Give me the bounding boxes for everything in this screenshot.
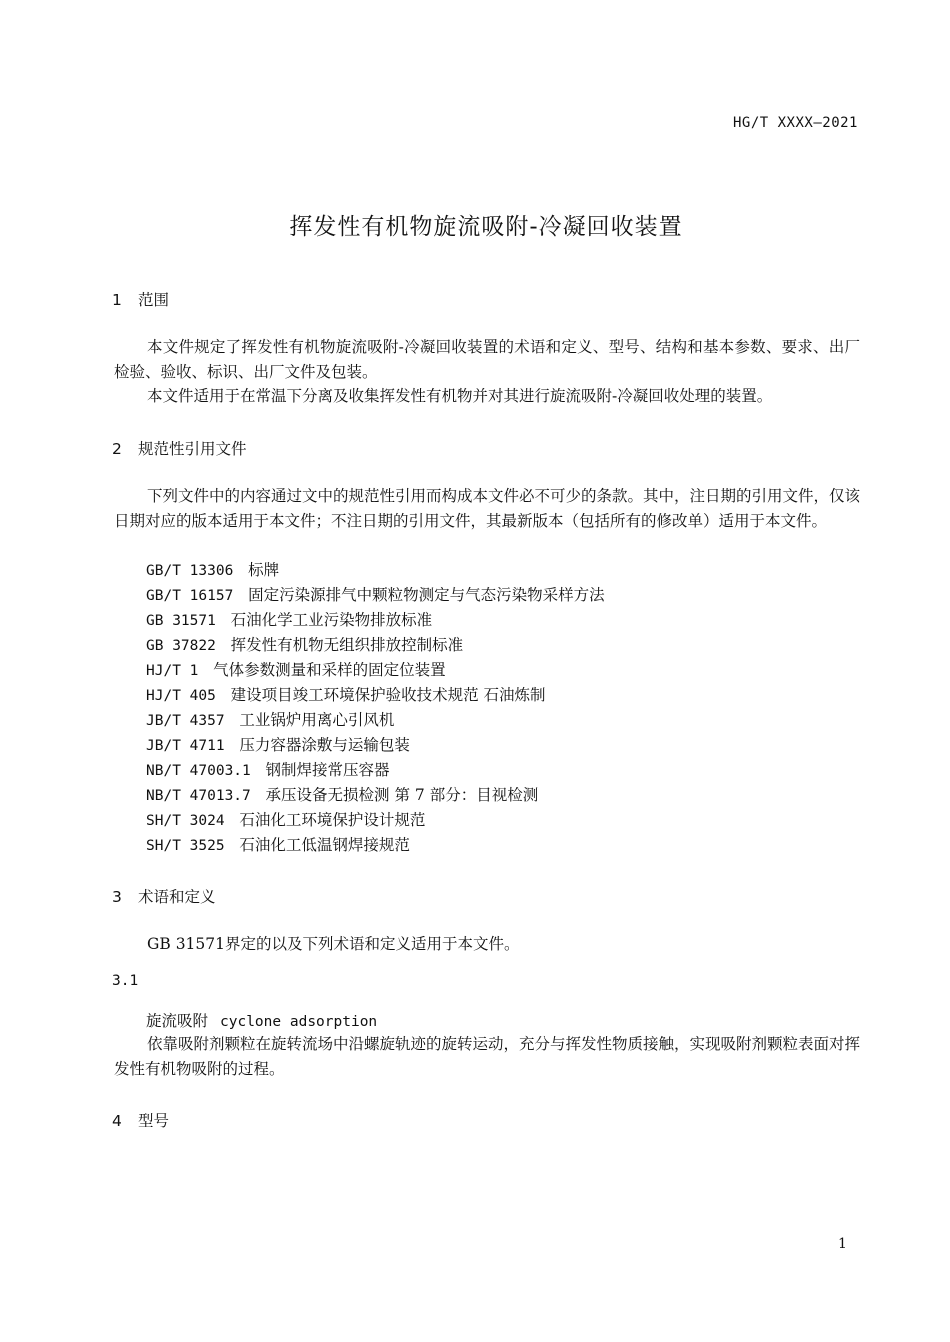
reference-code: SH/T 3525 [146, 838, 225, 854]
reference-item [146, 683, 546, 709]
reference-code: JB/T 4711 [146, 738, 225, 754]
reference-name: 挥发性有机物无组织排放控制标准 [230, 636, 464, 654]
reference-code: GB 37822 [146, 638, 216, 654]
reference-item [146, 608, 432, 634]
term-entry [146, 1009, 377, 1031]
section-number: 4 [112, 1112, 122, 1130]
reference-code: GB/T 16157 [146, 588, 234, 604]
term-definition: 依靠吸附剂颗粒在旋转流场中沿螺旋轨迹的旋转运动，充分与挥发性物质接触，实现吸附剂颗粒表面对挥发性有机物吸附的过程。 [114, 1035, 861, 1078]
section-title: 规范性引用文件 [138, 440, 247, 458]
reference-code: HJ/T 405 [146, 688, 216, 704]
document-title: 挥发性有机物旋流吸附-冷凝回收装置 [289, 214, 683, 240]
reference-code: SH/T 3024 [146, 813, 225, 829]
reference-item [146, 658, 446, 684]
reference-item [146, 583, 605, 609]
reference-item [146, 708, 394, 734]
section-number: 1 [112, 291, 122, 309]
reference-code: GB/T 13306 [146, 563, 234, 579]
reference-code: NB/T 47003.1 [146, 763, 251, 779]
section-2-heading [112, 437, 247, 459]
reference-name: 压力容器涂敷与运输包装 [239, 736, 410, 754]
reference-item [146, 783, 538, 809]
reference-name: 钢制焊接常压容器 [265, 761, 390, 779]
reference-item [146, 733, 410, 759]
reference-item [146, 808, 425, 834]
section-number: 3 [112, 888, 122, 906]
term-english: cyclone adsorption [220, 1014, 378, 1030]
section-title: 型号 [138, 1112, 170, 1130]
section-title: 术语和定义 [138, 888, 216, 906]
reference-code: JB/T 4357 [146, 713, 225, 729]
section-3-heading [112, 885, 216, 907]
reference-name: 固定污染源排气中颗粒物测定与气态污染物采样方法 [248, 586, 605, 604]
paragraph: 本文件适用于在常温下分离及收集挥发性有机物并对其进行旋流吸附-冷凝回收处理的装置。 [147, 387, 773, 405]
reference-name: 建设项目竣工环境保护验收技术规范 石油炼制 [230, 686, 546, 704]
paragraph: GB 31571界定的以及下列术语和定义适用于本文件。 [147, 935, 520, 953]
standard-code: HG/T XXXX—2021 [732, 115, 858, 131]
reference-item [146, 633, 463, 659]
reference-name: 承压设备无损检测 第 7 部分：目视检测 [265, 786, 539, 804]
reference-item [146, 758, 390, 784]
page-number: 1 [838, 1236, 847, 1252]
subsection-number: 3.1 [112, 973, 139, 989]
reference-code: NB/T 47013.7 [146, 788, 251, 804]
reference-name: 标牌 [248, 561, 280, 579]
paragraph: 本文件规定了挥发性有机物旋流吸附-冷凝回收装置的术语和定义、型号、结构和基本参数、要求、出厂检验、验收、标识、出厂文件及包装。 [114, 338, 860, 381]
reference-name: 石油化工环境保护设计规范 [239, 811, 426, 829]
reference-name: 气体参数测量和采样的固定位装置 [213, 661, 446, 679]
paragraph: 下列文件中的内容通过文中的规范性引用而构成本文件必不可少的条款。其中，注日期的引用文件，仅该日期对应的版本适用于本文件；不注日期的引用文件，其最新版本（包括所有的修改单）适用于本文件。 [114, 487, 861, 530]
section-1-heading [112, 288, 169, 310]
section-4-heading [112, 1109, 169, 1131]
reference-name: 石油化学工业污染物排放标准 [230, 611, 433, 629]
reference-code: HJ/T 1 [146, 663, 199, 679]
reference-item [146, 833, 410, 859]
term-chinese: 旋流吸附 [146, 1012, 209, 1030]
section-title: 范围 [138, 291, 170, 309]
reference-item [146, 558, 279, 584]
section-number: 2 [112, 440, 122, 458]
reference-name: 工业锅炉用离心引风机 [239, 711, 395, 729]
reference-name: 石油化工低温钢焊接规范 [239, 836, 410, 854]
reference-code: GB 31571 [146, 613, 216, 629]
